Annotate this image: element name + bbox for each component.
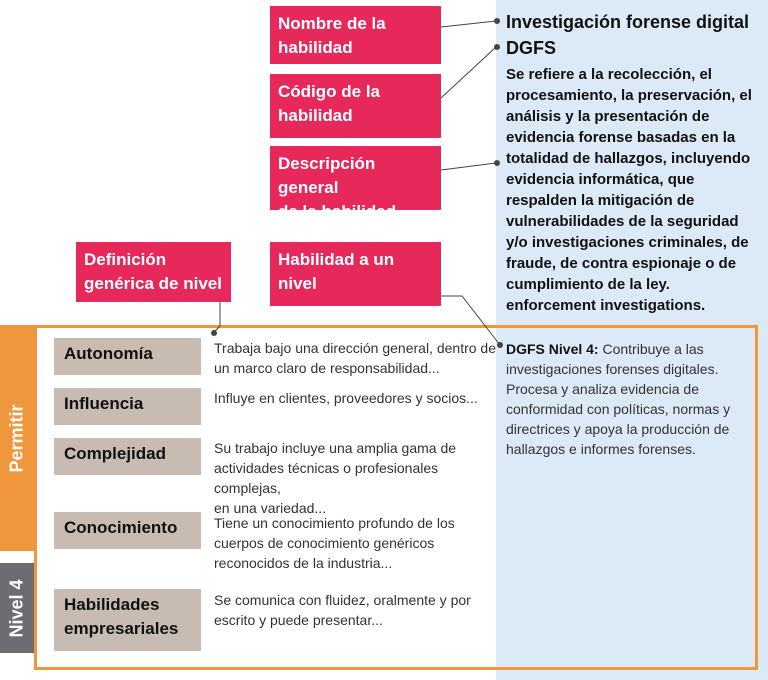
attribute-knowledge-text: Tiene un conocimiento profundo de los cuerpos de conocimiento genéricos reconocidos de la industria... (214, 515, 455, 571)
skill-name-tag: Nombre de la habilidad (270, 6, 441, 64)
connector-dot (494, 160, 500, 166)
skill-description: Se refiere a la recolección, el procesamiento, la preservación, el análisis y la presentación de evidencia forense basadas en la totalidad de hallazgos, incluyendo evidencia informática, que respalden la mitigación de vulnerabilidades de la seguridad y/o investigaciones criminales, de fraude, de contra espionaje o de cumplimiento de la ley. enforcement investigations. (506, 66, 752, 314)
connector-skill-name (441, 21, 496, 27)
connector-skill-code (441, 47, 496, 98)
level-title: DGFS Nivel 4: (506, 341, 599, 357)
connector-level-definition (214, 302, 220, 332)
connector-dot (497, 342, 503, 348)
attribute-complexity: Complejidad (54, 438, 201, 475)
level-text: Contribuye a las investigaciones forenses digitales. Procesa y analiza evidencia de conformidad con políticas, normas y directrices y apoya la producción de hallazgos e informes forenses. (506, 341, 731, 457)
attribute-influence: Influencia (54, 388, 201, 425)
attribute-complexity-text: Su trabajo incluye una amplia gama de actividades técnicas o profesionales complejas, en una variedad... (214, 440, 457, 516)
attribute-autonomy-text: Trabaja bajo una dirección general, dentro de un marco claro de responsabilidad... (214, 340, 497, 376)
level-definition-tag: Definición genérica de nivel (76, 242, 231, 302)
connector-skill-description (441, 163, 496, 170)
connector-dot (494, 18, 500, 24)
skill-at-level-tag: Habilidad a un nivel (270, 242, 441, 306)
attribute-influence-text: Influye en clientes, proveedores y socios... (214, 390, 478, 406)
level-label-text: Nivel 4 (6, 578, 27, 638)
connector-dot (494, 44, 500, 50)
skill-name: Investigación forense digital (506, 12, 750, 32)
attribute-business-skills-text: Se comunica con fluidez, oralmente y por escrito y puede presentar... (214, 592, 471, 628)
attribute-autonomy: Autonomía (54, 338, 201, 375)
skill-code: DGFS (506, 38, 557, 58)
connector-dot (211, 330, 217, 336)
skill-description-tag: Descripción general de la habilidad (270, 146, 441, 210)
connector-skill-at-level (441, 296, 500, 345)
skill-code-tag: Código de la habilidad (270, 74, 441, 138)
attribute-business-skills: Habilidades empresariales (54, 589, 201, 651)
attribute-knowledge: Conocimiento (54, 512, 201, 549)
responsibility-label-text: Permitir (6, 403, 27, 473)
